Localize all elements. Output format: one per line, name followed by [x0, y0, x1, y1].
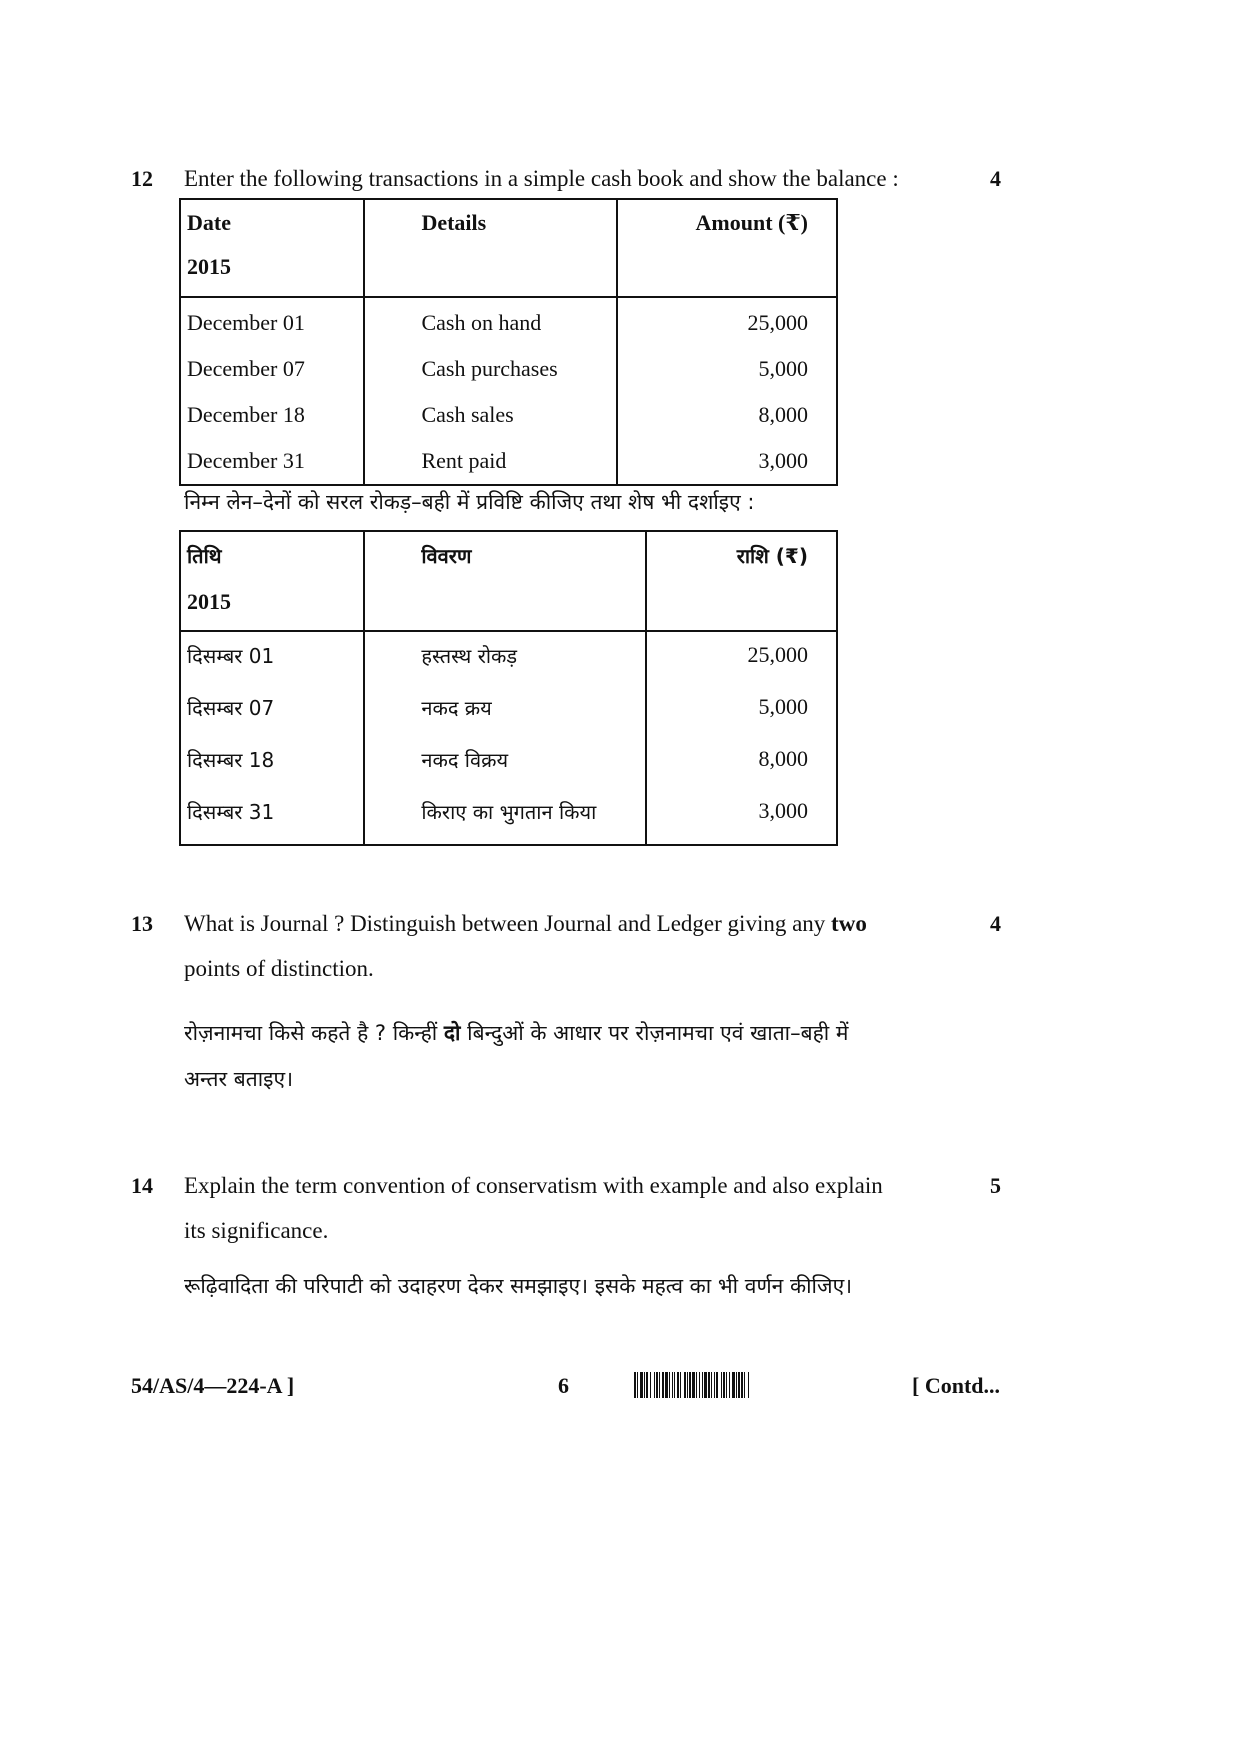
question-13-hindi-text: रोज़नामचा किसे कहते है ? किन्हीं दो बिन्दुओं के आधार पर रोज़नामचा एवं खाता–बही में अन्तर बताइए। [184, 1021, 849, 1091]
transactions-table-english [179, 198, 838, 486]
cell-details: किराए का भुगतान किया [364, 798, 646, 845]
paper-code: 54/AS/4—224-A ] [131, 1373, 295, 1398]
cell-details: Rent paid [364, 448, 616, 485]
header-amount-hindi: राशि (₹) [646, 531, 837, 631]
cell-date: December 01 [180, 297, 364, 356]
header-year: 2015 [187, 254, 231, 279]
cell-details: हस्तस्थ रोकड़ [364, 631, 646, 694]
table-row [180, 297, 837, 356]
cell-amount: 25,000 [617, 297, 837, 356]
cell-amount: 5,000 [646, 694, 837, 746]
barcode-gap [749, 1372, 751, 1398]
header-date: Date 2015 [180, 199, 364, 297]
cell-amount: 25,000 [646, 631, 837, 694]
cell-amount: 8,000 [646, 746, 837, 798]
cell-amount: 3,000 [617, 448, 837, 485]
cell-amount: 3,000 [646, 798, 837, 845]
transactions-table-hindi [179, 530, 838, 846]
continued-label: [ Contd... [912, 1373, 1001, 1398]
question-number-13: 13 [131, 911, 153, 936]
cell-details: Cash purchases [364, 356, 616, 402]
table-row [180, 746, 837, 798]
question-12-hindi-text: निम्न लेन–देनों को सरल रोकड़–बही में प्रविष्टि कीजिए तथा शेष भी दर्शाइए : [184, 490, 755, 514]
header-amount: Amount (₹) [617, 199, 837, 297]
cell-amount: 5,000 [617, 356, 837, 402]
question-13-text: What is Journal ? Distinguish between Journal and Ledger giving any two points of distinction. [184, 911, 867, 981]
table-header-row [180, 199, 837, 297]
cell-date: December 31 [180, 448, 364, 485]
table-row [180, 402, 837, 448]
table-row [180, 448, 837, 485]
question-12-text: Enter the following transactions in a simple cash book and show the balance : [184, 166, 899, 191]
barcode-icon [634, 1372, 896, 1398]
page-number: 6 [558, 1373, 569, 1398]
question-number-12: 12 [131, 166, 153, 191]
header-date-hindi: तिथि 2015 [180, 531, 364, 631]
question-14-hindi-text: रूढ़िवादिता की परिपाटी को उदाहरण देकर समझाइए। इसके महत्व का भी वर्णन कीजिए। [184, 1274, 853, 1298]
header-details: Details [364, 199, 616, 297]
cell-date: दिसम्बर 01 [180, 631, 364, 694]
cell-details: Cash on hand [364, 297, 616, 356]
question-14-marks: 5 [990, 1173, 1001, 1198]
question-14-text: Explain the term convention of conservatism with example and also explain its significance. [184, 1173, 883, 1243]
table-row [180, 694, 837, 746]
table-row [180, 631, 837, 694]
cell-details: Cash sales [364, 402, 616, 448]
cell-details: नकद विक्रय [364, 746, 646, 798]
cell-date: दिसम्बर 31 [180, 798, 364, 845]
question-13-marks: 4 [990, 911, 1001, 936]
question-number-14: 14 [131, 1173, 153, 1198]
question-12-marks: 4 [990, 166, 1001, 191]
cell-date: December 18 [180, 402, 364, 448]
cell-details: नकद क्रय [364, 694, 646, 746]
table-row [180, 356, 837, 402]
table-header-row [180, 531, 837, 631]
table-row [180, 798, 837, 845]
header-year: 2015 [187, 589, 231, 614]
cell-amount: 8,000 [617, 402, 837, 448]
cell-date: दिसम्बर 07 [180, 694, 364, 746]
cell-date: दिसम्बर 18 [180, 746, 364, 798]
header-details-hindi: विवरण [364, 531, 646, 631]
cell-date: December 07 [180, 356, 364, 402]
